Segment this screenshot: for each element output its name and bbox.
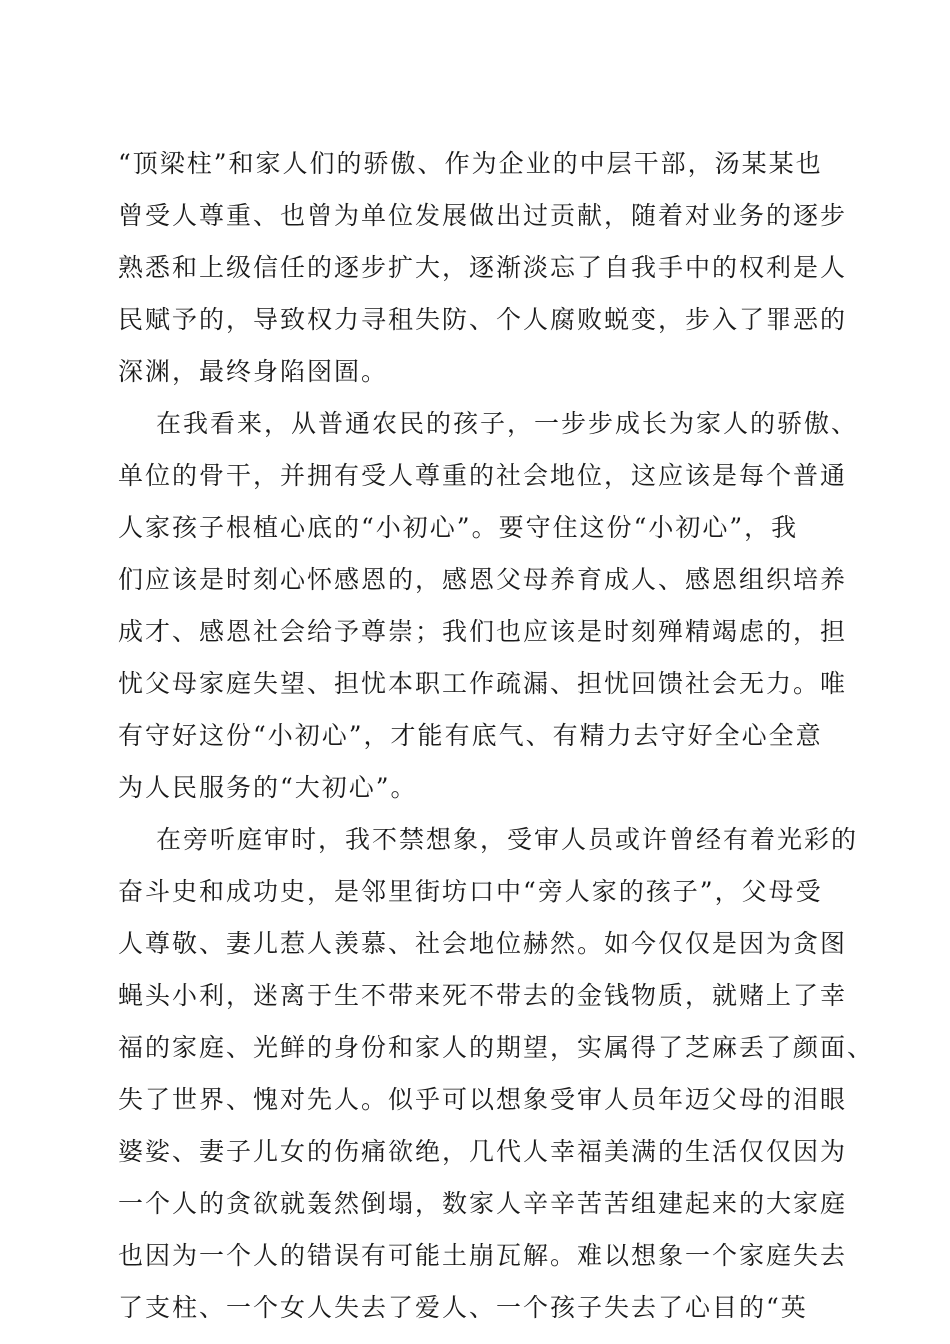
paragraph-line: 熟悉和上级信任的逐步扩大，逐渐淡忘了自我手中的权利是人 bbox=[118, 253, 848, 282]
paragraph-line: 一个人的贪欲就轰然倒塌，数家人辛辛苦苦组建起来的大家庭 bbox=[118, 1189, 848, 1218]
paragraph-line: 忧父母家庭失望、担忧本职工作疏漏、担忧回馈社会无力。唯 bbox=[118, 669, 848, 698]
document-body bbox=[118, 138, 875, 1334]
paragraph-line: 失了世界、愧对先人。似乎可以想象受审人员年迈父母的泪眼 bbox=[118, 1085, 848, 1114]
paragraph-line: 单位的骨干，并拥有受人尊重的社会地位，这应该是每个普通 bbox=[118, 461, 848, 490]
paragraph-line: 为人民服务的“大初心”。 bbox=[118, 773, 418, 802]
paragraph-line: 在旁听庭审时，我不禁想象，受审人员或许曾经有着光彩的 bbox=[156, 825, 859, 854]
paragraph-line: 婆娑、妻子儿女的伤痛欲绝，几代人幸福美满的生活仅仅因为 bbox=[118, 1137, 848, 1166]
paragraph-line: 奋斗史和成功史，是邻里街坊口中“旁人家的孩子”，父母受 bbox=[118, 877, 823, 906]
paragraph-line: 深渊，最终身陷囹圄。 bbox=[118, 357, 389, 386]
paragraph-line: 民赋予的，导致权力寻租失防、个人腐败蜕变，步入了罪恶的 bbox=[118, 305, 848, 334]
paragraph-line: 曾受人尊重、也曾为单位发展做出过贡献，随着对业务的逐步 bbox=[118, 201, 848, 230]
paragraph-line: 也因为一个人的错误有可能土崩瓦解。难以想象一个家庭失去 bbox=[118, 1241, 848, 1270]
paragraph-1 bbox=[118, 138, 848, 398]
paragraph-line: 在我看来，从普通农民的孩子，一步步成长为家人的骄傲、 bbox=[156, 409, 859, 438]
paragraph-line: 有守好这份“小初心”，才能有底气、有精力去守好全心全意 bbox=[118, 721, 823, 750]
paragraph-line: 了支柱、一个女人失去了爱人、一个孩子失去了心目的“英 bbox=[118, 1293, 808, 1322]
paragraph-line: 蝇头小利，迷离于生不带来死不带去的金钱物质，就赌上了幸 bbox=[118, 981, 848, 1010]
paragraph-line: 成才、感恩社会给予尊崇；我们也应该是时刻殚精竭虑的，担 bbox=[118, 617, 848, 646]
paragraph-line: 人家孩子根植心底的“小初心”。要守住这份“小初心”，我 bbox=[118, 513, 799, 542]
paragraph-line: “顶梁柱”和家人们的骄傲、作为企业的中层干部，汤某某也 bbox=[118, 149, 823, 178]
paragraph-2 bbox=[118, 398, 859, 814]
paragraph-line: 福的家庭、光鲜的身份和家人的期望，实属得了芝麻丢了颜面、 bbox=[118, 1033, 875, 1062]
paragraph-line: 们应该是时刻心怀感恩的，感恩父母养育成人、感恩组织培养 bbox=[118, 565, 848, 594]
paragraph-line: 人尊敬、妻儿惹人羡慕、社会地位赫然。如今仅仅是因为贪图 bbox=[118, 929, 848, 958]
paragraph-3 bbox=[118, 814, 875, 1334]
